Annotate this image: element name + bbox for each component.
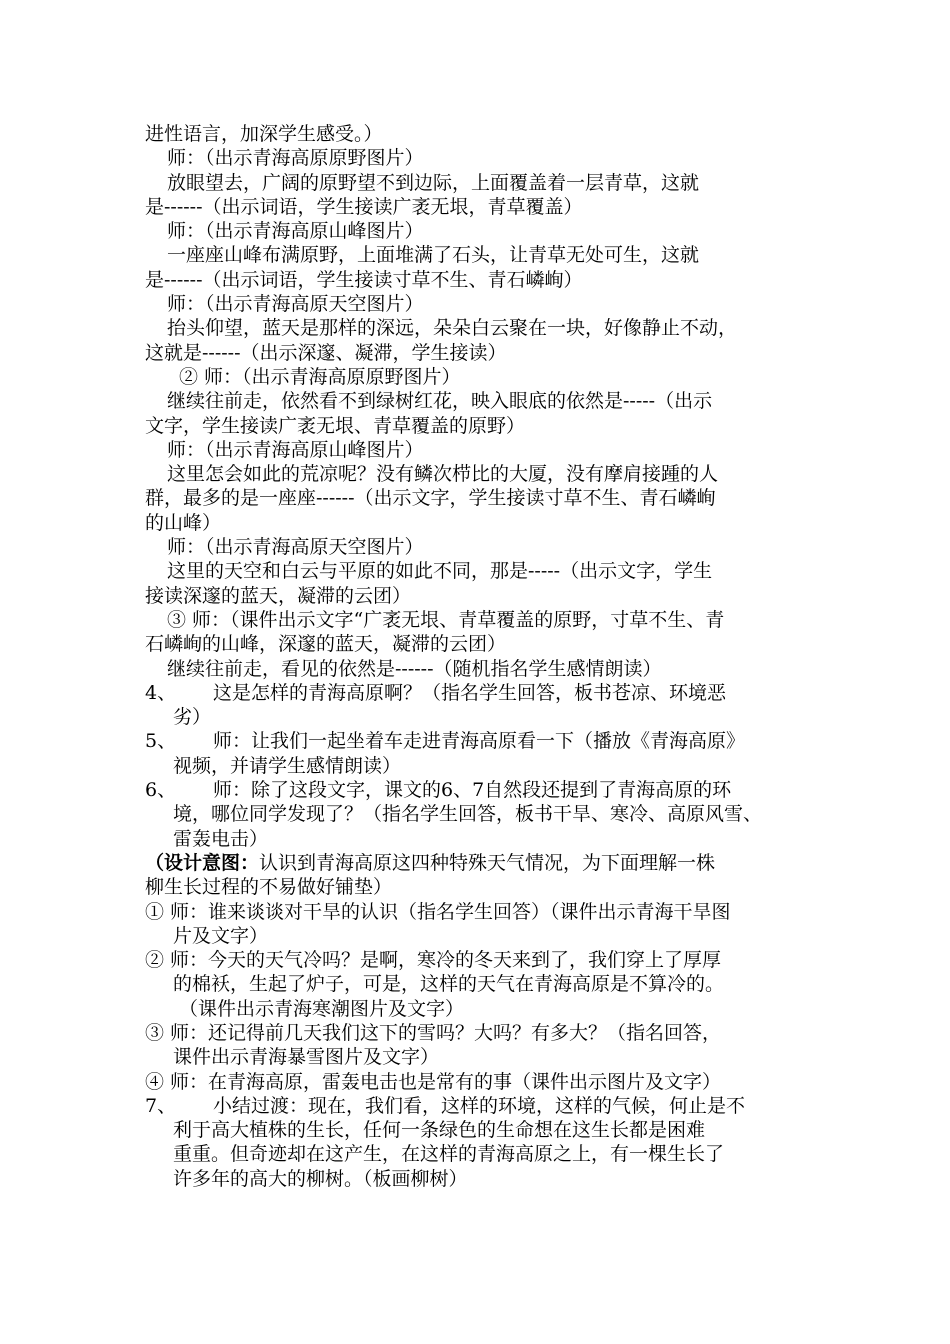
item-number: 6、 — [145, 779, 177, 802]
text-line: 石嶙峋的山峰，深邃的蓝天，凝滞的云团） — [145, 633, 507, 656]
text-line: 群，最多的是一座座------（出示文字，学生接读寸草不生、青石嶙峋 — [145, 487, 716, 510]
text-line: 放眼望去，广阔的原野望不到边际，上面覆盖着一层青草，这就 — [167, 171, 700, 194]
item-number: 7、 — [145, 1094, 177, 1117]
text-line: 师：（出示青海高原山峰图片） — [167, 220, 424, 243]
numbered-item — [145, 778, 810, 802]
text-line: 一座座山峰布满原野，上面堆满了石头，让青草无处可生，这就 — [167, 244, 700, 267]
numbered-item — [145, 729, 810, 753]
circled-item-cont: （课件出示青海寒潮图片及文字） — [179, 997, 465, 1020]
item-line: 利于高大植株的生长，任何一条绿色的生命想在这生长都是困难 — [173, 1119, 706, 1142]
text-line: 这里怎会如此的荒凉呢？没有鳞次栉比的大厦，没有摩肩接踵的人 — [167, 463, 719, 486]
text-line: ② 师：（出示青海高原原野图片） — [179, 365, 461, 388]
circled-item-cont: 课件出示青海暴雪图片及文字） — [173, 1046, 440, 1069]
text-line: 继续往前走，看见的依然是------（随机指名学生感情朗读） — [167, 657, 662, 680]
circled-item-cont: 的棉袄，生起了炉子，可是，这样的天气在青海高原是不算冷的。 — [173, 973, 725, 996]
text-line: 师：（出示青海高原原野图片） — [167, 147, 424, 170]
numbered-item — [145, 1094, 810, 1118]
text-line: 这里的天空和白云与平原的如此不同，那是-----（出示文字，学生 — [167, 560, 713, 583]
item-line: 小结过渡：现在，我们看，这样的环境，这样的气候，何止是不 — [213, 1094, 746, 1117]
text-line: 师：（出示青海高原山峰图片） — [167, 438, 424, 461]
text-line: 继续往前走，依然看不到绿树红花，映入眼底的依然是-----（出示 — [167, 390, 713, 413]
numbered-item — [145, 681, 810, 705]
circled-item: ④ 师：在青海高原，雷轰电击也是常有的事（课件出示图片及文字） — [145, 1070, 722, 1093]
text-line: 师：（出示青海高原天空图片） — [167, 293, 424, 316]
circled-item: ② 师：今天的天气冷吗？是啊，寒冷的冬天来到了，我们穿上了厚厚 — [145, 949, 722, 972]
item-number: 5、 — [145, 730, 177, 753]
text-line: 是------（出示词语，学生接读广袤无垠，青草覆盖） — [145, 195, 583, 218]
circled-item-cont: 片及文字） — [173, 924, 269, 947]
item-line: 视频，并请学生感情朗读） — [173, 754, 402, 777]
circled-item: ① 师：谁来谈谈对干旱的认识（指名学生回答）（课件出示青海干旱图 — [145, 900, 731, 923]
text-line: 接读深邃的蓝天，凝滞的云团） — [145, 584, 412, 607]
text-line: 文字，学生接读广袤无垠、青草覆盖的原野） — [145, 414, 526, 437]
document-body — [145, 122, 810, 1191]
text-line: 是------（出示词语，学生接读寸草不生、青石嶙峋） — [145, 268, 583, 291]
design-intent-cont: 柳生长过程的不易做好铺垫） — [145, 876, 393, 899]
text-line: 进性语言，加深学生感受。） — [145, 123, 383, 145]
item-line: 许多年的高大的柳树。（板画柳树） — [173, 1167, 468, 1190]
design-intent-label: （设计意图： — [145, 851, 260, 874]
text-line: 抬头仰望，蓝天是那样的深远，朵朵白云聚在一块，好像静止不动， — [167, 317, 738, 340]
item-line: 师：让我们一起坐着车走进青海高原看一下（播放《青海高原》 — [213, 730, 746, 753]
design-intent — [145, 851, 810, 875]
item-number: 4、 — [145, 681, 177, 704]
item-line: 师：除了这段文字，课文的6、7自然段还提到了青海高原的环 — [213, 779, 732, 802]
design-intent-text: 认识到青海高原这四种特殊天气情况，为下面理解一株 — [259, 851, 716, 874]
item-line: 境，哪位同学发现了？（指名学生回答，板书干旱、寒冷、高原风雪、 — [173, 803, 763, 826]
circled-item: ③ 师：还记得前几天我们这下的雪吗？大吗？有多大？（指名回答， — [145, 1021, 722, 1044]
text-line: ③ 师：（课件出示文字“广袤无垠、青草覆盖的原野，寸草不生、青 — [167, 608, 725, 631]
item-line: 重重。但奇迹却在这产生，在这样的青海高原之上，有一棵生长了 — [173, 1143, 725, 1166]
text-line: 这就是------（出示深邃、凝滞，学生接读） — [145, 341, 507, 364]
text-line: 师：（出示青海高原天空图片） — [167, 536, 424, 559]
text-line: 的山峰） — [145, 511, 222, 534]
item-line: 雷轰电击） — [173, 827, 269, 850]
item-line: 这是怎样的青海高原啊？（指名学生回答，板书苍凉、环境恶 — [213, 681, 727, 704]
item-line: 劣） — [173, 706, 212, 729]
